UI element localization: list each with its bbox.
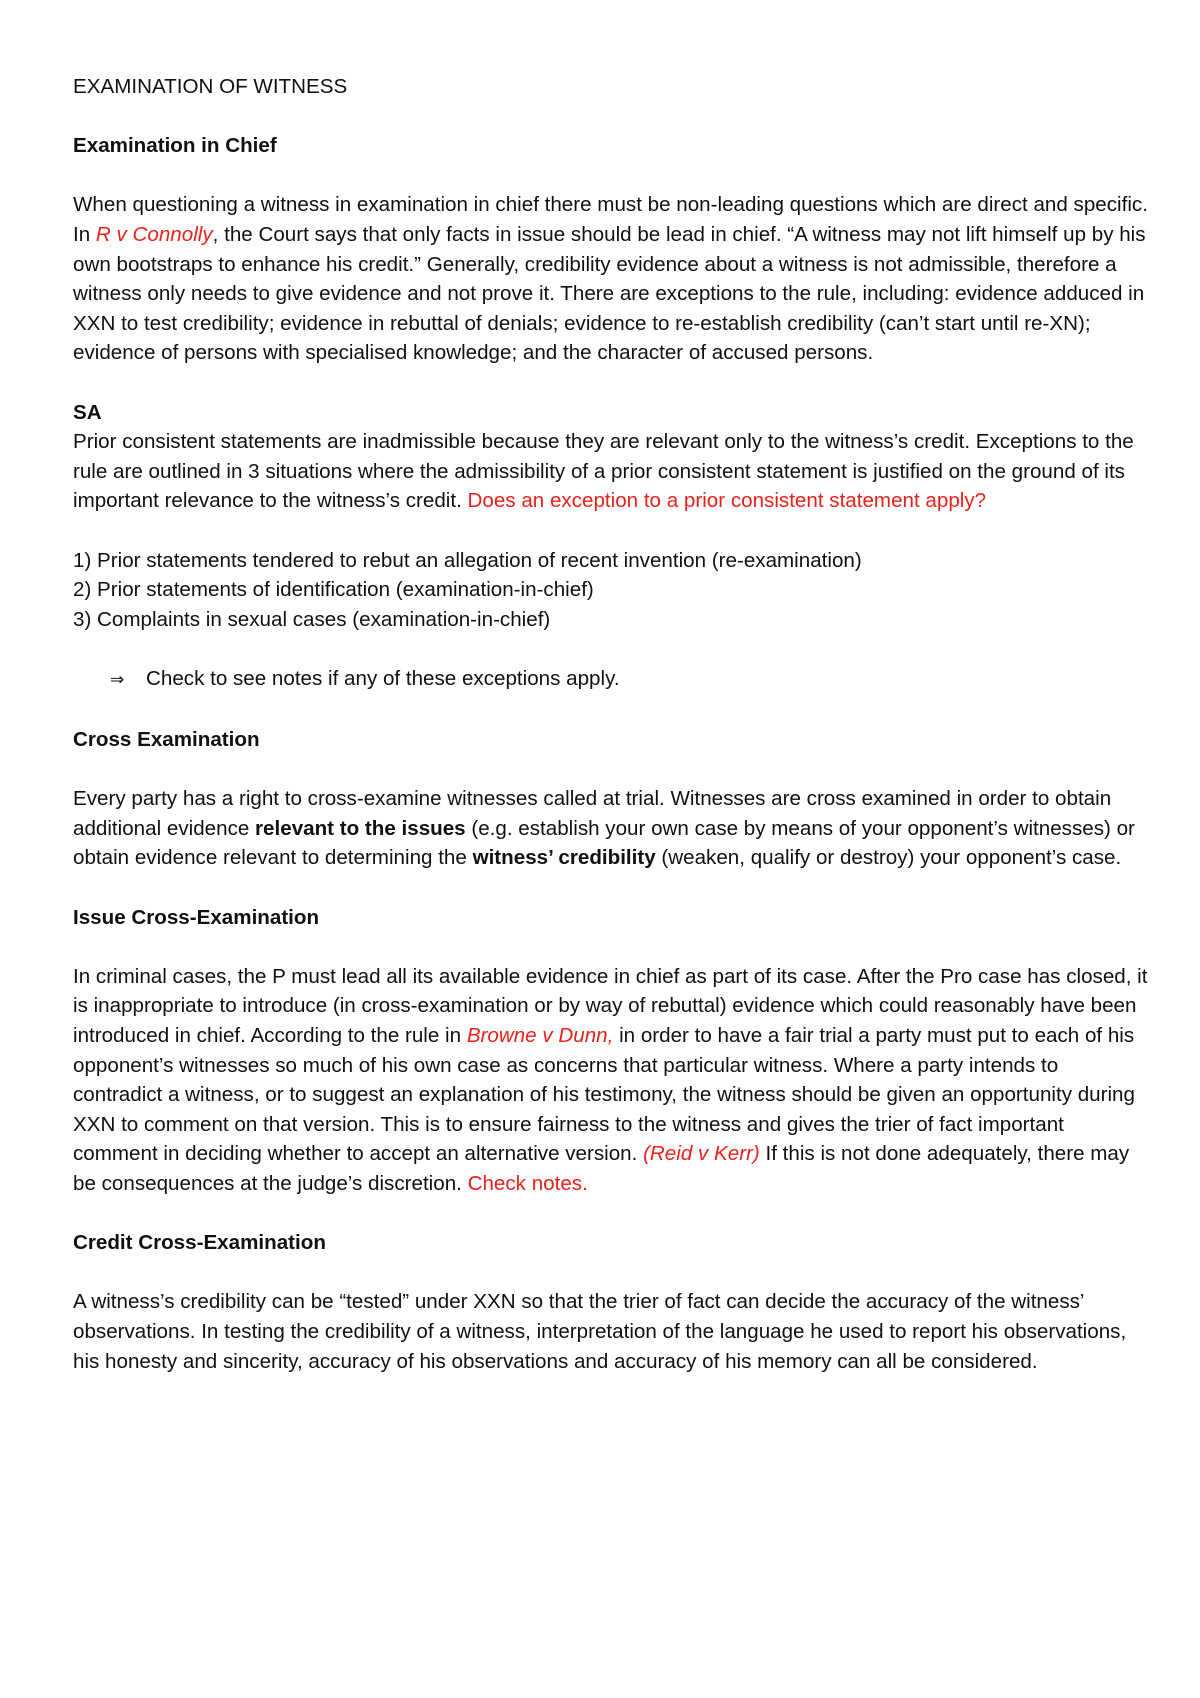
document-page bbox=[73, 72, 1153, 1376]
chief-text-b: , the Court says that only facts in issue should be lead in chief. “A witness may not lift himself up by his own bootstraps to enhance his credit.” Generally, credibility evidence about a witness is not admissible, therefore a witness only needs to give evidence and not prove it. There are exceptions to the rule, including: evidence adduced in XXN to test credibility; evidence in rebuttal of denials; evidence to re-establish credibility (can’t start until re-XN); evidence of persons with specialised knowledge; and the character of accused persons. bbox=[73, 222, 1146, 365]
paragraph-issue-cross-examination bbox=[73, 962, 1153, 1199]
case-browne-v-dunn: Browne v Dunn, bbox=[466, 1024, 614, 1047]
case-r-v-connolly: R v Connolly bbox=[95, 222, 213, 246]
chief-text-a: When questioning a witness in examination in chief there must be non-leading questions which are direct and specific. In bbox=[73, 193, 1148, 246]
paragraph-examination-in-chief bbox=[73, 190, 1153, 368]
sa-question: Does an exception to a prior consistent statement apply? bbox=[467, 489, 987, 513]
case-reid-v-kerr: (Reid v Kerr) bbox=[643, 1142, 760, 1166]
paragraph-cross-examination bbox=[73, 784, 1153, 873]
cross-text-a: Every party has a right to cross-examine witnesses called at trial. Witnesses are cross examined in order to obtain additional evidence bbox=[73, 787, 1112, 840]
sa-text: Prior consistent statements are inadmissible because they are relevant only to the witness’s credit. Exceptions to the rule are outlined in 3 situations where the admissibility of a prior consistent statement is justified on the ground of its important relevance to the witness’s credit. bbox=[73, 430, 1134, 513]
cross-text-b: (e.g. establish your own case by means of your opponent’s witnesses) or obtain evidence relevant to determining the bbox=[73, 816, 1135, 870]
list-item: 3) Complaints in sexual cases (examination-in-chief) bbox=[73, 607, 551, 631]
list-item: 2) Prior statements of identification (examination-in-chief) bbox=[73, 578, 594, 602]
paragraph-sa bbox=[73, 427, 1153, 516]
issue-text-a: In criminal cases, the P must lead all its available evidence in chief as part of its case. After the Pro case has closed, it is inappropriate to introduce (in cross-examination or by way of rebuttal) evidence which could reasonably have been introduced in chief. According to the rule in bbox=[73, 964, 1148, 1047]
issue-text-b: in order to have a fair trial a party must put to each of his opponent’s witnesses so much of his own case as concerns that particular witness. Where a party intends to contradict a witness, or to suggest an explanation of his testimony, the witness should be given an opportunity during XXN to comment on that version. This is to ensure fairness to the witness and gives the trier of fact important comment in deciding whether to accept an alternative version. bbox=[73, 1024, 1135, 1166]
right-double-arrow-icon: ⇒ bbox=[110, 669, 125, 690]
heading-issue-cross-examination: Issue Cross-Examination bbox=[73, 905, 320, 929]
issue-text-c: If this is not done adequately, there may be consequences at the judge’s discretion. bbox=[73, 1142, 1130, 1195]
heading-credit-cross-examination: Credit Cross-Examination bbox=[73, 1231, 326, 1255]
check-notes: Check notes. bbox=[467, 1171, 588, 1195]
cross-bold-relevant: relevant to the issues bbox=[255, 816, 466, 840]
cross-text-c: (weaken, qualify or destroy) your opponent’s case. bbox=[655, 846, 1122, 870]
arrow-note-text: Check to see notes if any of these exceptions apply. bbox=[146, 666, 620, 690]
heading-cross-examination: Cross Examination bbox=[73, 728, 260, 752]
arrow-note bbox=[73, 664, 1153, 696]
heading-examination-in-chief: Examination in Chief bbox=[73, 134, 277, 158]
document-title: EXAMINATION OF WITNESS bbox=[73, 75, 348, 98]
paragraph-credit-cross-examination: A witness’s credibility can be “tested” under XXN so that the trier of fact can decide the accuracy of the witness’ observations. In testing the credibility of a witness, interpretation of the language he used to report his observations, his honesty and sincerity, accuracy of his observations and accuracy of his memory can all be considered. bbox=[73, 1290, 1127, 1373]
heading-sa: SA bbox=[73, 400, 102, 424]
list-item: 1) Prior statements tendered to rebut an allegation of recent invention (re-examination) bbox=[73, 548, 862, 572]
cross-bold-credibility: witness’ credibility bbox=[472, 846, 656, 870]
